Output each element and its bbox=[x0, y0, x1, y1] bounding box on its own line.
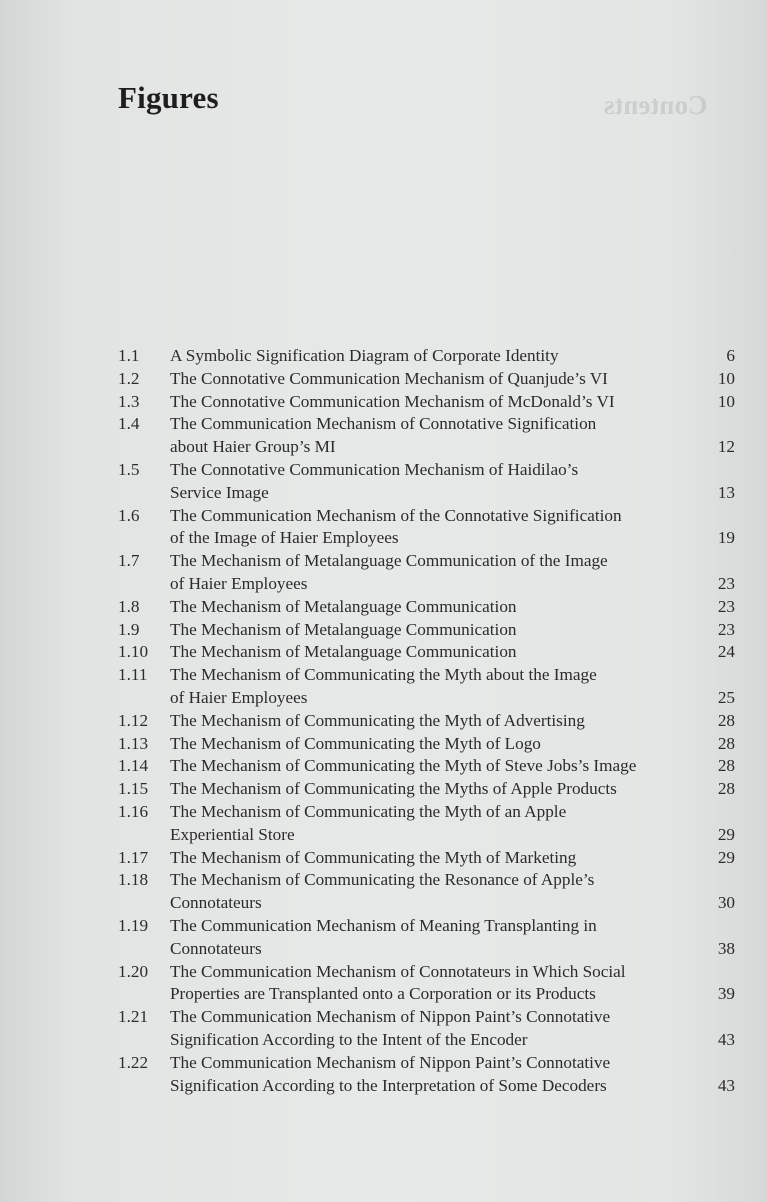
figure-title-line: A Symbolic Signification Diagram of Corporate Identity bbox=[170, 346, 559, 365]
figure-title bbox=[170, 619, 705, 642]
figure-page-number: 23 bbox=[717, 596, 735, 616]
figure-title-line: The Mechanism of Communicating the Myth of Steve Jobs’s Image bbox=[170, 756, 637, 776]
figure-title-line: Connotateurs bbox=[170, 893, 262, 913]
figure-number: 1.1 bbox=[118, 346, 140, 365]
figure-entry bbox=[0, 459, 767, 505]
figure-title-line: The Communication Mechanism of the Connotative Signification bbox=[170, 505, 622, 525]
figure-title bbox=[170, 459, 705, 505]
figure-title bbox=[170, 778, 705, 801]
figure-title-line: The Connotative Communication Mechanism of Quanjude’s VI bbox=[170, 368, 608, 388]
figure-number: 1.15 bbox=[118, 779, 149, 799]
figure-title bbox=[170, 505, 705, 551]
figure-page-number: 6 bbox=[726, 346, 735, 365]
figure-title-line: The Communication Mechanism of Meaning Transplanting in bbox=[170, 915, 597, 935]
figure-page-number: 23 bbox=[717, 573, 735, 593]
figure-title-line: The Communication Mechanism of Nippon Paint’s Connotative bbox=[170, 1052, 611, 1072]
figure-entry bbox=[0, 915, 767, 961]
figure-title bbox=[170, 733, 705, 756]
page-title: Figures bbox=[118, 80, 219, 115]
figure-page-number: 24 bbox=[717, 642, 735, 662]
figure-entry bbox=[0, 801, 767, 847]
figure-entry bbox=[0, 755, 767, 778]
figure-number: 1.12 bbox=[118, 710, 149, 730]
figure-number: 1.8 bbox=[118, 596, 140, 616]
figure-number: 1.16 bbox=[118, 801, 149, 821]
figure-number: 1.21 bbox=[118, 1007, 149, 1027]
figure-page-number: 30 bbox=[717, 893, 735, 913]
figure-title bbox=[170, 961, 705, 1007]
figure-number: 1.22 bbox=[118, 1052, 149, 1072]
figure-title-line: The Mechanism of Metalanguage Communication of the Image bbox=[170, 551, 608, 571]
figure-title-line: The Mechanism of Communicating the Myth of Logo bbox=[170, 733, 541, 753]
figure-entry bbox=[0, 368, 767, 391]
figure-page-number: 10 bbox=[717, 391, 735, 411]
figure-number: 1.9 bbox=[118, 619, 140, 639]
figure-entry bbox=[0, 619, 767, 642]
figure-number: 1.2 bbox=[118, 368, 140, 388]
figure-number: 1.4 bbox=[118, 414, 140, 434]
figure-page-number: 28 bbox=[717, 733, 735, 753]
figure-title bbox=[170, 664, 705, 710]
figure-number: 1.7 bbox=[118, 551, 140, 571]
figure-entry bbox=[0, 778, 767, 801]
figure-page-number: 38 bbox=[717, 938, 735, 958]
figure-number: 1.5 bbox=[118, 459, 140, 479]
figure-entry bbox=[0, 345, 767, 368]
figure-title-line: of the Image of Haier Employees bbox=[170, 528, 399, 548]
figure-page-number: 43 bbox=[717, 1075, 735, 1095]
figure-title bbox=[170, 1006, 705, 1052]
figure-page-number: 28 bbox=[717, 710, 735, 730]
figure-page-number: 28 bbox=[717, 756, 735, 776]
figure-title-line: Signification According to the Interpretation of Some Decoders bbox=[170, 1075, 607, 1095]
figure-title-line: Service Image bbox=[170, 482, 269, 502]
figure-title-line: about Haier Group’s MI bbox=[170, 437, 336, 457]
figure-page-number: 23 bbox=[717, 619, 735, 639]
figure-page-number: 28 bbox=[717, 779, 735, 799]
figure-number: 1.11 bbox=[118, 665, 148, 685]
figure-entry bbox=[0, 664, 767, 710]
figure-entry bbox=[0, 505, 767, 551]
figure-title-line: The Mechanism of Communicating the Myth of an Apple bbox=[170, 801, 567, 821]
figure-page-number: 25 bbox=[717, 687, 735, 707]
figure-title bbox=[170, 915, 705, 961]
figure-entry bbox=[0, 1006, 767, 1052]
figure-entry bbox=[0, 1052, 767, 1098]
figure-entry bbox=[0, 733, 767, 756]
figure-page-number: 10 bbox=[717, 368, 735, 388]
figure-title-line: The Mechanism of Communicating the Myth of Marketing bbox=[170, 847, 577, 867]
figure-title bbox=[170, 710, 705, 733]
figure-title bbox=[170, 368, 705, 391]
figure-number: 1.19 bbox=[118, 915, 149, 935]
figure-number: 1.20 bbox=[118, 961, 149, 981]
figure-title-line: of Haier Employees bbox=[170, 687, 308, 707]
figure-page-number: 43 bbox=[717, 1029, 735, 1049]
figure-title-line: Properties are Transplanted onto a Corporation or its Products bbox=[170, 984, 596, 1004]
figure-title bbox=[170, 596, 705, 619]
figure-entry bbox=[0, 413, 767, 459]
figure-title-line: The Communication Mechanism of Nippon Paint’s Connotative bbox=[170, 1007, 611, 1027]
figure-title-line: The Mechanism of Metalanguage Communication bbox=[170, 619, 517, 639]
figure-title-line: The Mechanism of Metalanguage Communication bbox=[170, 596, 517, 616]
figure-title-line: The Connotative Communication Mechanism of McDonald’s VI bbox=[170, 391, 615, 411]
figure-page-number: 13 bbox=[717, 482, 735, 502]
figure-title-line: Signification According to the Intent of the Encoder bbox=[170, 1029, 528, 1049]
figure-entry bbox=[0, 961, 767, 1007]
figure-title bbox=[170, 413, 705, 459]
figure-number: 1.14 bbox=[118, 756, 149, 776]
figure-entry bbox=[0, 847, 767, 870]
figure-title bbox=[170, 550, 705, 596]
figure-title-line: The Communication Mechanism of Connotative Signification bbox=[170, 414, 597, 434]
figure-title bbox=[170, 1052, 705, 1098]
figure-page-number: 29 bbox=[717, 847, 735, 867]
figure-title-line: Experiential Store bbox=[170, 824, 295, 844]
figure-title-line: The Communication Mechanism of Connotateurs in Which Social bbox=[170, 961, 626, 981]
figure-page-number: 39 bbox=[717, 984, 735, 1004]
figure-entry bbox=[0, 710, 767, 733]
figure-title bbox=[170, 391, 705, 414]
figure-entry bbox=[0, 641, 767, 664]
figure-number: 1.6 bbox=[118, 505, 140, 525]
figure-title bbox=[170, 847, 705, 870]
figure-title bbox=[170, 345, 705, 368]
figure-entry bbox=[0, 550, 767, 596]
figure-entry bbox=[0, 391, 767, 414]
figure-entry bbox=[0, 596, 767, 619]
figure-page-number: 29 bbox=[717, 824, 735, 844]
figure-title-line: The Connotative Communication Mechanism of Haidilao’s bbox=[170, 459, 579, 479]
figure-title bbox=[170, 755, 705, 778]
figure-list bbox=[0, 345, 767, 1097]
figure-number: 1.18 bbox=[118, 870, 149, 890]
figure-title bbox=[170, 801, 705, 847]
figure-title bbox=[170, 869, 705, 915]
figure-title-line: The Mechanism of Communicating the Resonance of Apple’s bbox=[170, 870, 595, 890]
bleed-through-text: Contents bbox=[604, 90, 708, 120]
figure-number: 1.17 bbox=[118, 847, 149, 867]
figure-number: 1.10 bbox=[118, 642, 149, 662]
figure-page-number: 19 bbox=[717, 528, 735, 548]
figure-title-line: of Haier Employees bbox=[170, 573, 308, 593]
figure-number: 1.3 bbox=[118, 391, 140, 411]
figure-title-line: The Mechanism of Metalanguage Communication bbox=[170, 642, 517, 662]
figure-title-line: The Mechanism of Communicating the Myth about the Image bbox=[170, 665, 597, 685]
figure-title-line: The Mechanism of Communicating the Myths of Apple Products bbox=[170, 779, 617, 799]
figure-entry bbox=[0, 869, 767, 915]
figure-title bbox=[170, 641, 705, 664]
figure-page-number: 12 bbox=[717, 437, 735, 457]
figure-number: 1.13 bbox=[118, 733, 149, 753]
figure-title-line: The Mechanism of Communicating the Myth of Advertising bbox=[170, 710, 585, 730]
figure-title-line: Connotateurs bbox=[170, 938, 262, 958]
